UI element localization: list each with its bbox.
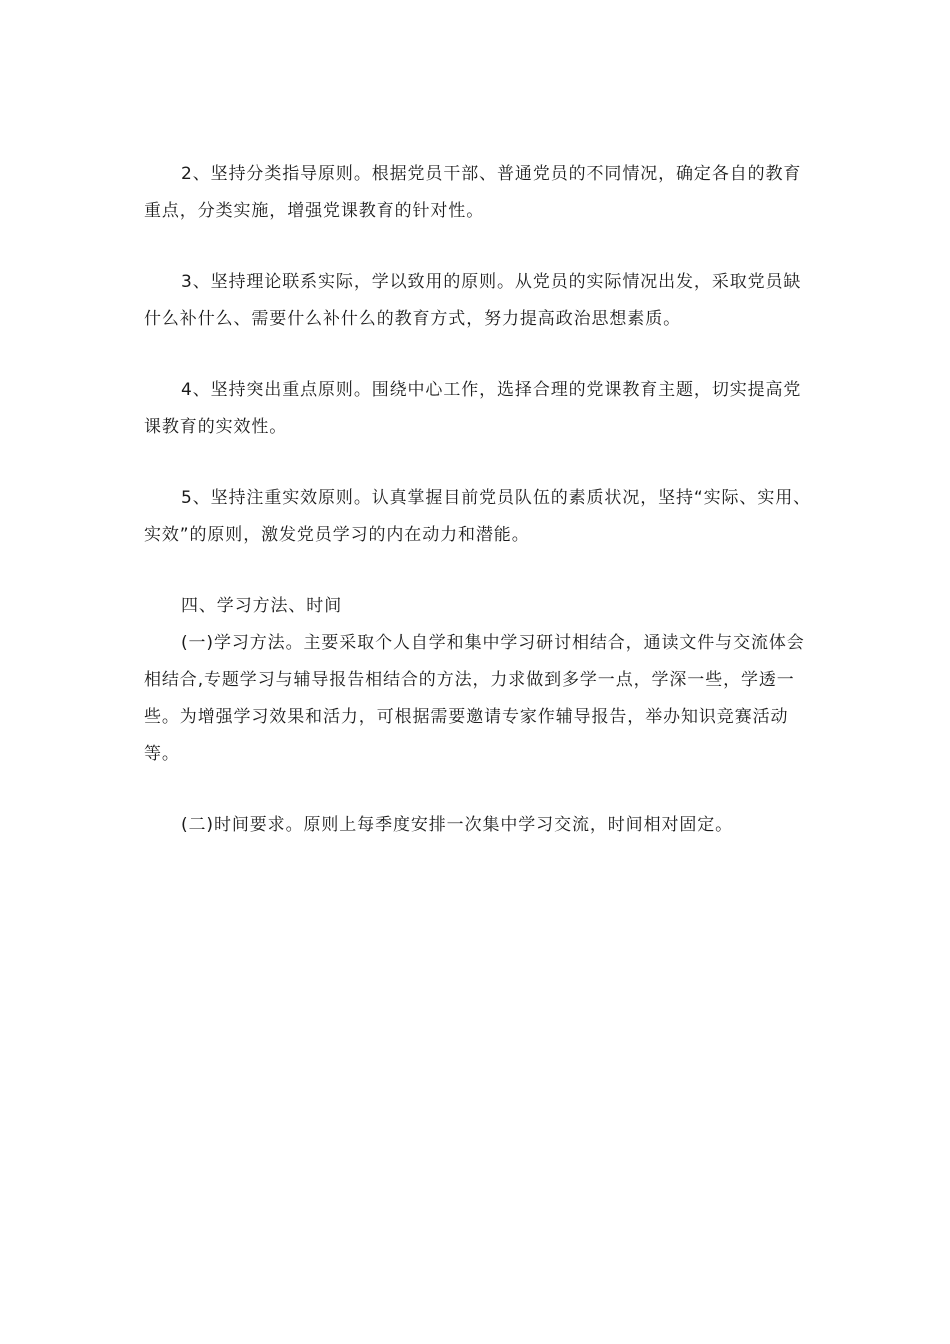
study-method-paragraph: (一)学习方法。主要采取个人自学和集中学习研讨相结合，通读文件与交流体会相结合,专题学习与辅导报告相结合的方法，力求做到多学一点，学深一些，学透一些。为增强学习效果和活力，可根据需要邀请专家作辅导报告，举办知识竞赛活动等。 bbox=[144, 633, 805, 764]
principle-paragraph-3: 3、坚持理论联系实际，学以致用的原则。从党员的实际情况出发，采取党员缺什么补什么、需要什么补什么的教育方式，努力提高政治思想素质。 bbox=[144, 272, 802, 329]
paragraph-gap bbox=[144, 554, 812, 588]
paragraph-gap bbox=[144, 446, 812, 480]
document-body bbox=[144, 156, 812, 844]
section-heading: 四、学习方法、时间 bbox=[181, 596, 343, 616]
paragraph-gap bbox=[144, 230, 812, 264]
principle-paragraph-5: 5、坚持注重实效原则。认真掌握目前党员队伍的素质状况，坚持“实际、实用、实效”的原则，激发党员学习的内在动力和潜能。 bbox=[144, 488, 812, 545]
paragraph-gap bbox=[144, 338, 812, 372]
principle-paragraph-2: 2、坚持分类指导原则。根据党员干部、普通党员的不同情况，确定各自的教育重点，分类实施，增强党课教育的针对性。 bbox=[144, 164, 802, 221]
principle-paragraph-4: 4、坚持突出重点原则。围绕中心工作，选择合理的党课教育主题，切实提高党课教育的实效性。 bbox=[144, 380, 802, 437]
time-requirement-paragraph: (二)时间要求。原则上每季度安排一次集中学习交流，时间相对固定。 bbox=[181, 815, 734, 835]
paragraph-gap bbox=[144, 773, 812, 807]
